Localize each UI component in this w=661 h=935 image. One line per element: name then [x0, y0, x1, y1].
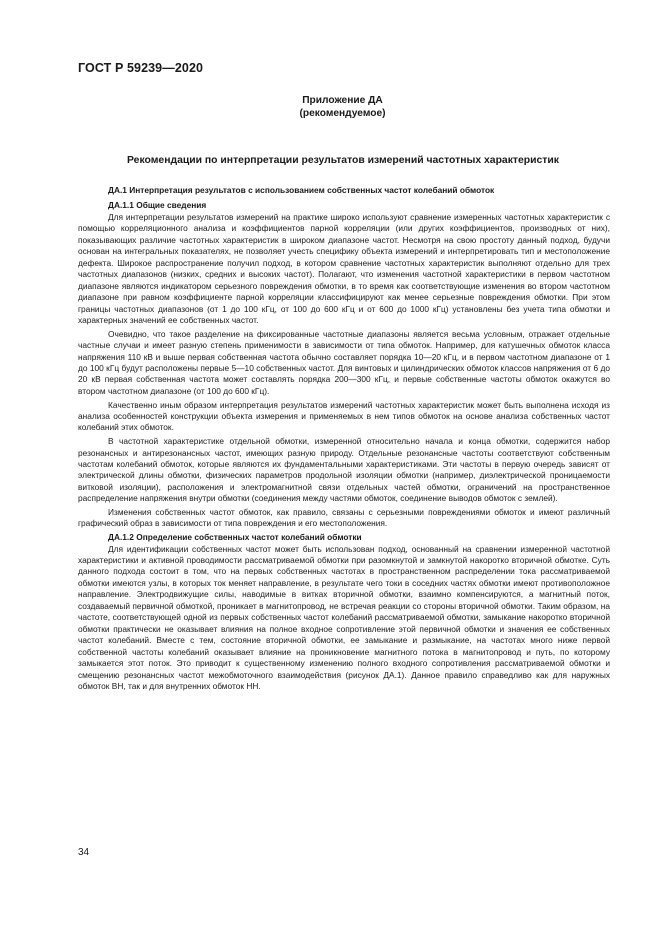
paragraph: Очевидно, что такое разделение на фиксированные частотные диапазоны является весьма условным, отражает отдельные частные случаи и имеет разную степень применимости в зависимости от типа обмоток. Например, для катушечных обмоток класса напряжения 110 кВ и выше первая собственная частота обычно составляет порядка 10—20 кГц, и в первом частотном диапазоне от 1 до 100 кГц будут расположены первые 5—10 собственных частот. Для винтовых и цилиндрических обмоток классов напряжения от 6 до 20 кВ первая собственная частота может составлять порядка 200—300 кГц, и первые собственные частоты обмоток окажутся во втором частотном диапазоне (от 100 до 600 кГц).: [78, 328, 610, 396]
section-heading-da1-2: ДА.1.2 Определение собственных частот колебаний обмотки: [108, 532, 362, 543]
section-heading-da1-1: ДА.1.1 Общие сведения: [108, 200, 207, 211]
appendix-status: (рекомендуемое): [299, 107, 386, 119]
paragraph: Качественно иным образом интерпретация результатов измерений частотных характеристик может быть выполнена исходя из анализа особенностей конструкции объекта измерения и применяемых в нем типов обмоток на основе анализа собственных частот колебаний этих обмоток.: [78, 399, 610, 433]
section-heading-da1: ДА.1 Интерпретация результатов с использованием собственных частот колебаний обмоток: [108, 185, 495, 195]
document-title: Рекомендации по интерпретации результатов измерений частотных характеристик: [127, 155, 559, 166]
paragraph: Для идентификации собственных частот может быть использован подход, основанный на сравнении измеренной частотной характеристики и активной проводимости рассматриваемой обмотки при разомкнутой и замкнутой накоротко вторичной обмотке. Суть данного подхода состоит в том, что на первых собственных частотах в пространственном распределении тока рассматриваемой обмотки имеются узлы, в которых ток меняет направление, в результате чего токи в соседних частях обмотки имеют противоположное направление. Электродвижущие силы, наводимые в витках вторичной обмотки, взаимно компенсируются, а магнитный поток, создаваемый первичной обмоткой, проникает в магнитопровод, не встречая реакции со стороны вторичной обмотки. Таким образом, на частоте, соответствующей одной из первых собственных частот колебаний рассматриваемой обмотки, замыкание накоротко вторичной обмотки практически не оказывает влияния на полное входное сопротивление этой первичной обмотки и значения ее собственных частот колебаний. Вместе с тем, состояние вторичной обмотки, ее замыкание и размыкание, на частотах много ниже первой собственной частоты колебаний оказывает влияние на проникновение магнитного потока в магнитопровод и путь, по которому замыкается этот поток. Это приводит к существенному изменению полного входного сопротивления рассматриваемой обмотки и смещению резонансных частот межобмоточного взаимодействия (рисунок ДА.1). Данное правило справедливо как для наружных обмоток ВН, так и для внутренних обмоток НН.: [78, 543, 610, 691]
main-content: [78, 185, 610, 695]
appendix-title: Приложение ДА: [302, 95, 383, 106]
paragraph: Изменения собственных частот обмоток, как правило, связаны с серьезными повреждениями обмоток и имеют различный графический образ в зависимости от типа повреждения и его местоположения.: [78, 506, 610, 529]
page-number: 34: [78, 847, 90, 858]
standard-header: ГОСТ Р 59239—2020: [78, 61, 204, 75]
paragraph: В частотной характеристике отдельной обмотки, измеренной относительно начала и конца обмотки, содержится набор резонансных и антирезонансных частот, имеющих разную природу. Отдельные резонансные частоты соответствуют собственным частотам колебаний обмоток, которые являются их фундаментальными характеристиками. Эти частоты в первую очередь зависят от электрической длины обмотки, физических параметров продольной изоляции обмотки (например, диэлектрической проницаемости витковой изоляции), расположения и электромагнитной связи отдельных частей обмотки, ограничений на пространственное распределение напряжения внутри обмотки (соединения между частями обмоток, соединение выводов обмоток с землей).: [78, 436, 610, 504]
appendix-heading: [0, 95, 661, 120]
paragraph: Для интерпретации результатов измерений на практике широко используют сравнение измеренных частотных характеристик с помощью корреляционного анализа и коэффициентов парной корреляции (или других коэффициентов, производных от них), показывающих различие частотных характеристик в широком диапазоне частот. Несмотря на свою простоту данный подход, будучи основан на интегральных показателях, не позволяет учесть специфику объекта измерений и интерпретировать тип и местоположение дефекта. Широкое распространение получил подход, в котором сравнение частотных характеристик выполняют отдельно для трех частотных диапазонов (низких, средних и высоких частот). Полагают, что изменения частотной характеристики в первом частотном диапазоне являются индикатором серьезного повреждения обмотки, в то время как соответствующие изменения во втором частотном диапазоне при равном коэффициенте парной корреляции классифицируют как менее серьезные повреждения обмотки. При этом границы частотных диапазонов (от 1 до 100 кГц, от 100 до 600 кГц и от 600 до 1000 кГц) установлены без учета типа обмотки и характерных значений ее собственных частот.: [78, 211, 610, 325]
